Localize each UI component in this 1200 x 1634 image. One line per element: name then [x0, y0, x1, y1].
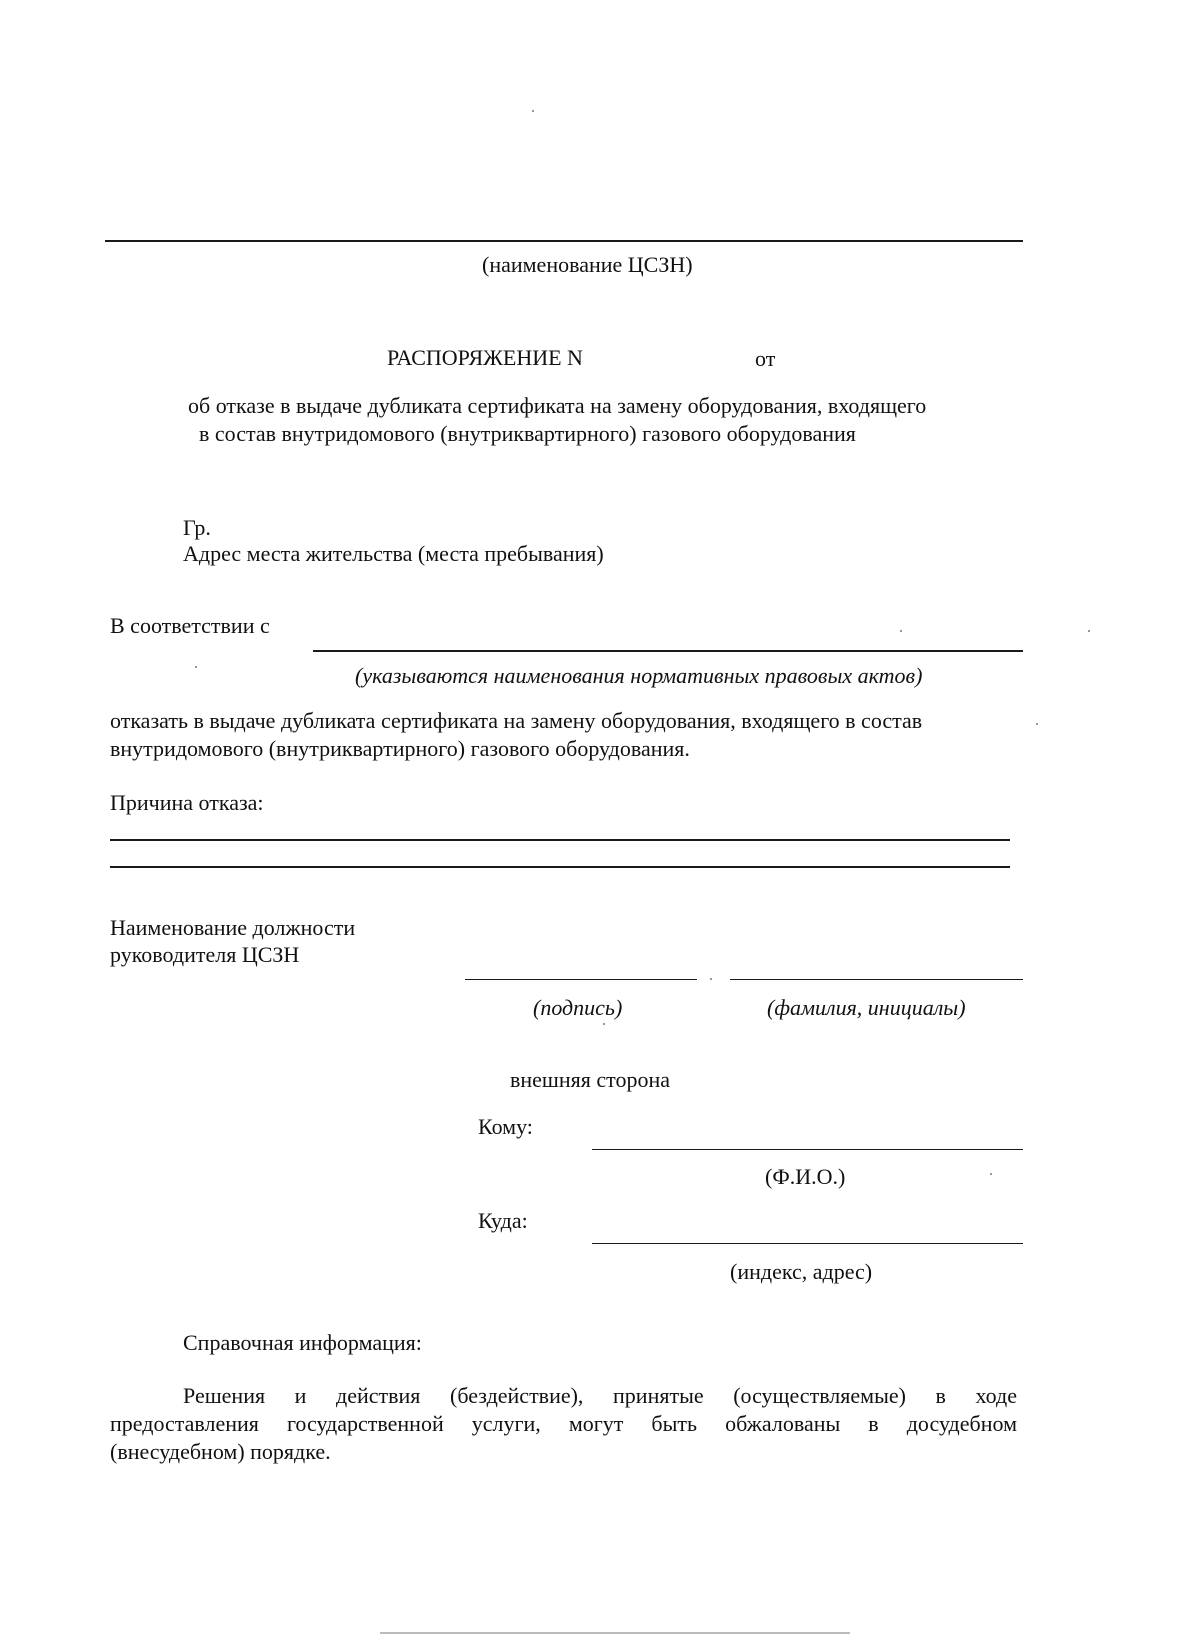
- reason-label: Причина отказа:: [110, 790, 264, 815]
- signature-line: [465, 979, 697, 980]
- scan-speck: [603, 1023, 605, 1025]
- reference-line-2: предоставления государственной услуги, могут быть обжалованы в досудебном: [110, 1411, 1017, 1436]
- acts-line: [313, 650, 1023, 652]
- name-caption: (фамилия, инициалы): [767, 995, 966, 1020]
- reference-line-3: (внесудебном) порядке.: [110, 1439, 331, 1464]
- csn-name-caption: (наименование ЦСЗН): [482, 252, 693, 277]
- scan-speck: [900, 630, 902, 632]
- reference-line-1: Решения и действия (бездействие), принятые (осуществляемые) в ходе: [183, 1383, 1017, 1408]
- scan-speck: [710, 978, 712, 980]
- where-label: Куда:: [478, 1208, 528, 1233]
- signature-caption: (подпись): [533, 995, 623, 1020]
- name-line: [730, 979, 1023, 980]
- outer-side-title: внешняя сторона: [510, 1067, 671, 1092]
- fio-caption: (Ф.И.О.): [765, 1164, 846, 1189]
- scan-speck: [1036, 723, 1038, 725]
- acts-caption: (указываются наименования нормативных правовых актов): [355, 663, 923, 688]
- reference-paragraph: [110, 1382, 1017, 1466]
- order-title: РАСПОРЯЖЕНИЕ N: [387, 345, 583, 370]
- reference-title: Справочная информация:: [183, 1330, 422, 1355]
- position-line-2: руководителя ЦСЗН: [110, 942, 300, 967]
- according-label: В соответствии с: [110, 613, 270, 638]
- scan-speck: [195, 666, 197, 668]
- decision-line-2: внутридомового (внутриквартирного) газового оборудования.: [110, 736, 690, 761]
- to-line: [592, 1149, 1023, 1150]
- csn-name-line: [105, 240, 1023, 242]
- decision-line-1: отказать в выдаче дубликата сертификата на замену оборудования, входящего в состав: [110, 708, 923, 733]
- where-line: [592, 1243, 1023, 1244]
- scan-speck: [1088, 630, 1090, 632]
- order-subject-line-1: об отказе в выдаче дубликата сертификата на замену оборудования, входящего: [188, 393, 927, 418]
- order-date-label: от: [755, 346, 776, 371]
- position-line-1: Наименование должности: [110, 915, 356, 940]
- to-label: Кому:: [478, 1114, 533, 1139]
- address-caption: (индекс, адрес): [730, 1259, 873, 1284]
- scan-speck: [990, 1173, 992, 1175]
- reason-line-1: [110, 839, 1010, 841]
- address-label: Адрес места жительства (места пребывания): [183, 541, 604, 566]
- reason-line-2: [110, 866, 1010, 868]
- scan-speck: [532, 110, 534, 112]
- citizen-label: Гр.: [183, 515, 211, 540]
- order-subject-line-2: в состав внутридомового (внутриквартирного) газового оборудования: [199, 421, 856, 446]
